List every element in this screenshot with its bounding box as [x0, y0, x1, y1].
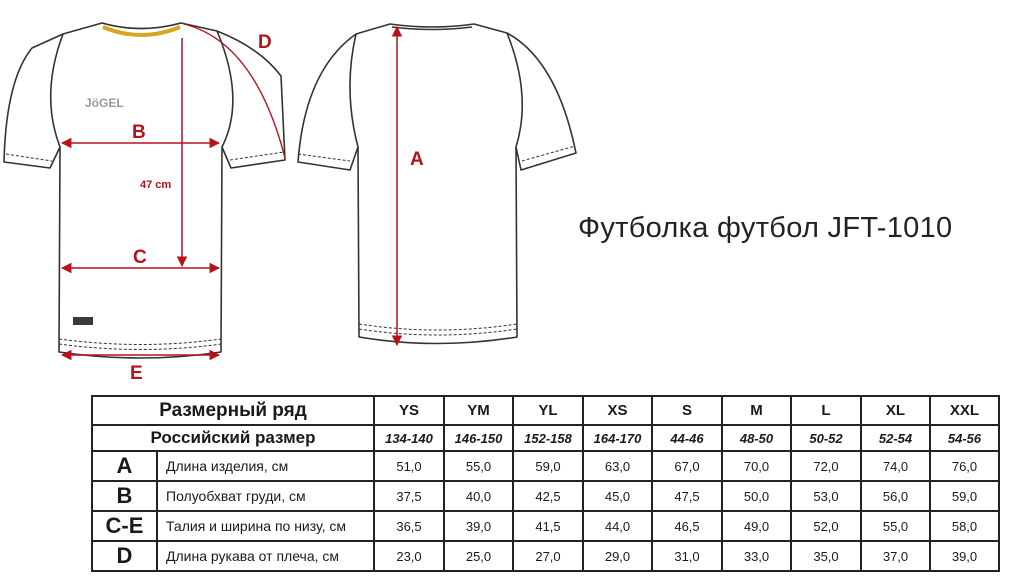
table-cell: 49,0	[722, 511, 791, 541]
table-cell: 40,0	[444, 481, 513, 511]
size-range-label: Размерный ряд	[92, 396, 374, 425]
table-cell: 35,0	[791, 541, 861, 571]
row-description: Талия и ширина по низу, см	[157, 511, 374, 541]
table-cell: 76,0	[930, 451, 999, 481]
table-cell: 56,0	[861, 481, 930, 511]
front-cuff-right	[230, 152, 284, 160]
ru-size-cell: 152-158	[513, 425, 583, 451]
row-letter: B	[92, 481, 157, 511]
table-cell: 52,0	[791, 511, 861, 541]
size-chart-table	[91, 395, 1000, 572]
table-cell: 45,0	[583, 481, 652, 511]
ru-size-cell: 134-140	[374, 425, 444, 451]
table-cell: 53,0	[791, 481, 861, 511]
label-b: B	[132, 122, 146, 143]
back-shirt-outline	[298, 24, 576, 344]
row-description: Длина рукава от плеча, см	[157, 541, 374, 571]
product-title: Футболка футбол JFT-1010	[578, 212, 953, 244]
size-code-cell: YM	[444, 396, 513, 425]
back-sleeve-seam-right	[507, 33, 522, 147]
table-cell: 29,0	[583, 541, 652, 571]
table-row	[92, 451, 999, 481]
row-description: Полуобхват груди, см	[157, 481, 374, 511]
table-cell: 58,0	[930, 511, 999, 541]
ru-size-cell: 164-170	[583, 425, 652, 451]
table-cell: 47,5	[652, 481, 722, 511]
ru-size-cell: 54-56	[930, 425, 999, 451]
ru-size-cell: 44-46	[652, 425, 722, 451]
table-cell: 42,5	[513, 481, 583, 511]
table-cell: 67,0	[652, 451, 722, 481]
table-cell: 39,0	[930, 541, 999, 571]
table-cell: 41,5	[513, 511, 583, 541]
ru-size-label: Российский размер	[92, 425, 374, 451]
size-code-cell: L	[791, 396, 861, 425]
size-code-cell: XL	[861, 396, 930, 425]
row-letter: A	[92, 451, 157, 481]
row-letter: D	[92, 541, 157, 571]
back-cuff-right	[522, 146, 575, 161]
ru-size-cell: 50-52	[791, 425, 861, 451]
table-cell: 51,0	[374, 451, 444, 481]
size-code-cell: YL	[513, 396, 583, 425]
ru-size-cell: 52-54	[861, 425, 930, 451]
table-cell: 31,0	[652, 541, 722, 571]
back-cuff-left	[298, 154, 350, 161]
ru-size-cell: 146-150	[444, 425, 513, 451]
table-cell: 63,0	[583, 451, 652, 481]
table-cell: 27,0	[513, 541, 583, 571]
table-cell: 72,0	[791, 451, 861, 481]
table-cell: 39,0	[444, 511, 513, 541]
row-letter: C-E	[92, 511, 157, 541]
front-hem-stitch	[59, 339, 221, 345]
front-logo: JöGEL	[85, 96, 124, 110]
table-cell: 23,0	[374, 541, 444, 571]
label-c: C	[133, 247, 147, 268]
size-code-cell: S	[652, 396, 722, 425]
table-cell: 25,0	[444, 541, 513, 571]
label-47cm: 47 cm	[140, 179, 172, 191]
back-sleeve-seam-left	[350, 34, 358, 147]
front-cuff-left	[6, 154, 52, 161]
back-hem-stitch-2	[359, 329, 517, 335]
table-cell: 55,0	[444, 451, 513, 481]
table-cell: 55,0	[861, 511, 930, 541]
size-code-cell: M	[722, 396, 791, 425]
label-e: E	[130, 363, 143, 384]
table-row	[92, 481, 999, 511]
size-code-cell: XS	[583, 396, 652, 425]
label-d: D	[258, 32, 272, 53]
front-sleeve-seam-right	[217, 31, 233, 147]
front-sleeve-seam-left	[51, 34, 63, 147]
table-cell: 70,0	[722, 451, 791, 481]
size-code-cell: XXL	[930, 396, 999, 425]
table-cell: 50,0	[722, 481, 791, 511]
label-a: A	[410, 149, 424, 170]
ru-size-row	[92, 425, 999, 451]
table-cell: 44,0	[583, 511, 652, 541]
front-label-tag	[73, 317, 93, 325]
table-cell: 46,5	[652, 511, 722, 541]
back-shirt	[298, 24, 576, 344]
size-header-row	[92, 396, 999, 425]
table-cell: 37,0	[861, 541, 930, 571]
table-cell: 59,0	[513, 451, 583, 481]
table-cell: 74,0	[861, 451, 930, 481]
table-cell: 33,0	[722, 541, 791, 571]
size-code-cell: YS	[374, 396, 444, 425]
table-cell: 59,0	[930, 481, 999, 511]
row-description: Длина изделия, см	[157, 451, 374, 481]
ru-size-cell: 48-50	[722, 425, 791, 451]
table-row	[92, 541, 999, 571]
back-hem-stitch	[359, 324, 517, 330]
table-row	[92, 511, 999, 541]
table-cell: 36,5	[374, 511, 444, 541]
table-cell: 37,5	[374, 481, 444, 511]
